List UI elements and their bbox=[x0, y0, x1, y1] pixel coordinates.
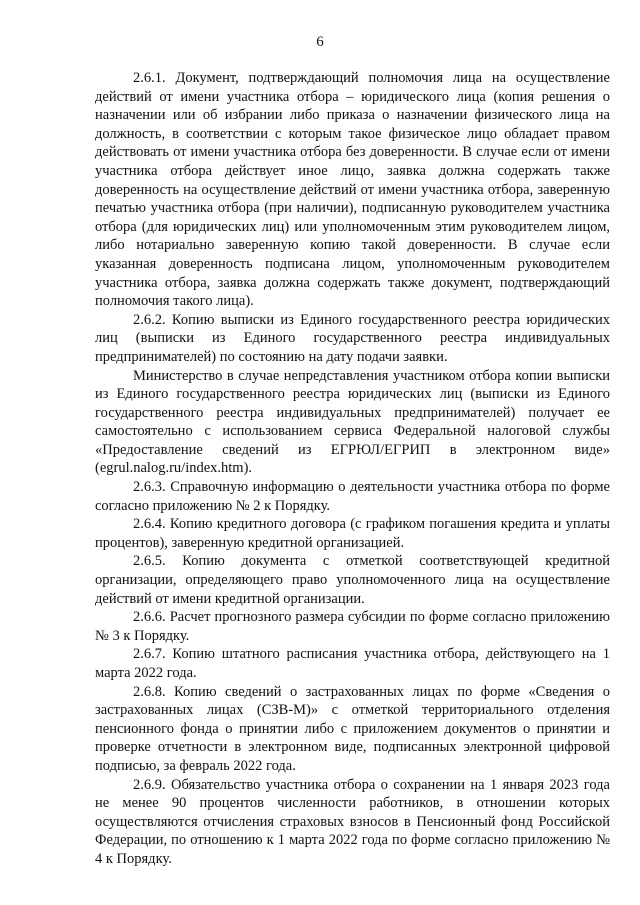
document-body bbox=[95, 69, 610, 869]
paragraph-2-6-6: 2.6.6. Расчет прогнозного размера субсидии по форме согласно приложению № 3 к Порядку. bbox=[95, 609, 610, 644]
paragraph-2-6-4: 2.6.4. Копию кредитного договора (с графиком погашения кредита и уплаты процентов), заверенную кредитной организацией. bbox=[95, 516, 610, 551]
paragraph-ministry-note: Министерство в случае непредставления участником отбора копии выписки из Единого государственного реестра юридических лиц (выписки из Единого государственного реестра индивидуальных предпринимателей) получает ее самостоятельно с использованием сервиса Федеральной налоговой службы «Предоставление сведений из ЕГРЮЛ/ЕГРИП в электронном виде» (egrul.nalog.ru/index.htm). bbox=[95, 367, 610, 477]
paragraph-2-6-1: 2.6.1. Документ, подтверждающий полномочия лица на осуществление действий от имени участника отбора – юридического лица (копия решения о назначении или об избрании либо приказа о назначении физического лица на должность, в соответствии с которым такое физическое лицо обладает правом действовать от имени участника отбора без доверенности. В случае если от имени участника отбора действует иное лицо, заявка должна содержать также доверенность на осуществление действий от имени участника отбора, заверенную печатью участника отбора (при наличии), подписанную руководителем участника отбора (для юридических лиц) или уполномоченным этим руководителем лицом, либо нотариально заверенную копию такой доверенности. В случае если указанная доверенность подписана лицом, уполномоченным руководителем участника отбора, заявка должна содержать также документ, подтверждающий полномочия такого лица). bbox=[95, 70, 610, 310]
paragraph-2-6-7: 2.6.7. Копию штатного расписания участника отбора, действующего на 1 марта 2022 года. bbox=[95, 646, 610, 681]
paragraph-2-6-5: 2.6.5. Копию документа с отметкой соответствующей кредитной организации, определяющего право уполномоченного лица на осуществление действий от имени кредитной организации. bbox=[95, 553, 610, 607]
paragraph-2-6-8: 2.6.8. Копию сведений о застрахованных лицах по форме «Сведения о застрахованных лицах (СЗВ-М)» с отметкой территориального отделения пенсионного фонда о принятии либо с приложением документов о принятии и проверке отчетности в электронном виде, подписанных электронной цифровой подписью, за февраль 2022 года. bbox=[95, 683, 610, 774]
paragraph-2-6-2: 2.6.2. Копию выписки из Единого государственного реестра юридических лиц (выписки из Единого государственного реестра индивидуальных предпринимателей) по состоянию на дату подачи заявки. bbox=[95, 311, 610, 365]
page-number: 6 bbox=[316, 34, 324, 50]
paragraph-2-6-3: 2.6.3. Справочную информацию о деятельности участника отбора по форме согласно приложению № 2 к Порядку. bbox=[95, 479, 610, 514]
paragraph-2-6-9: 2.6.9. Обязательство участника отбора о сохранении на 1 января 2023 года не менее 90 процентов численности работников, в отношении которых осуществляются отчисления страховых взносов в Пенсионный фонд Российской Федерации, по отношению к 1 марта 2022 года по форме согласно приложению № 4 к Порядку. bbox=[95, 776, 610, 867]
